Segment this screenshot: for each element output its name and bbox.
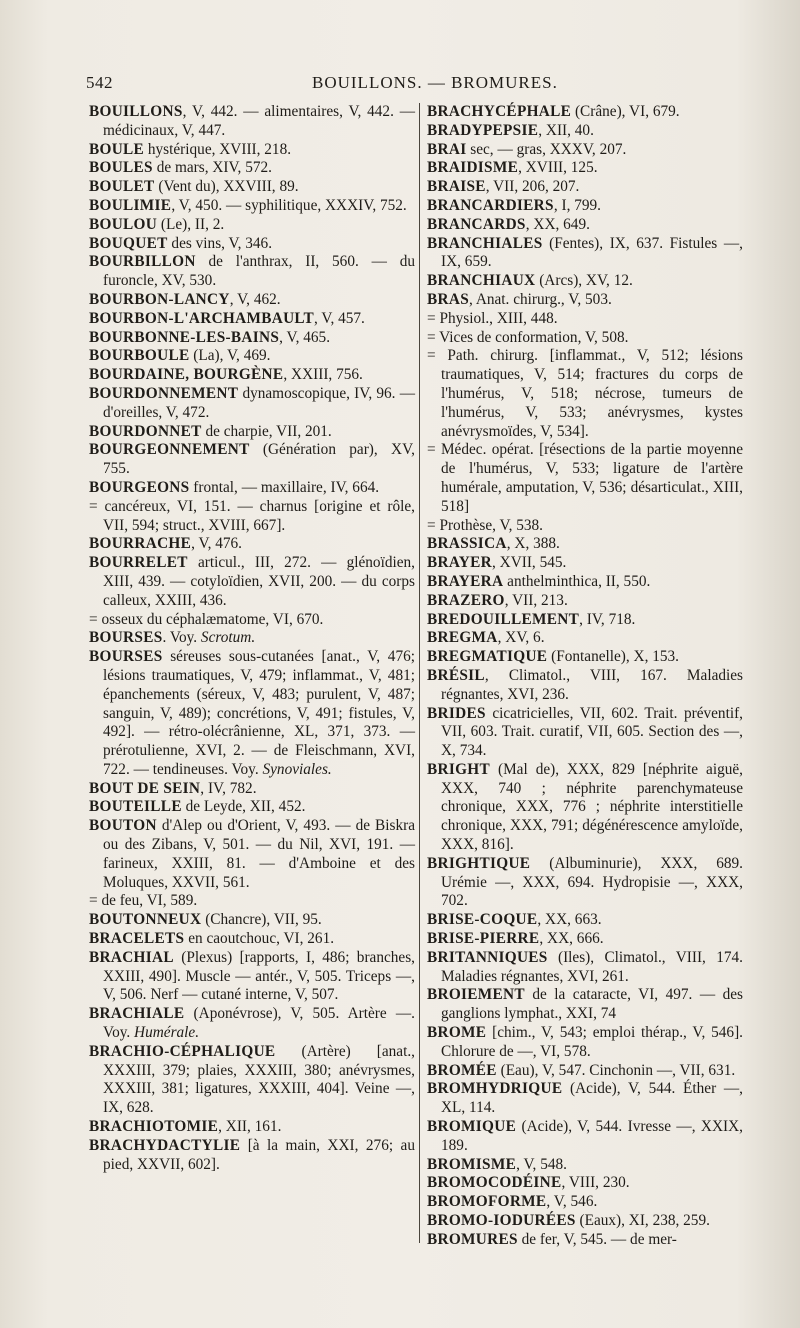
index-entry <box>427 235 743 273</box>
index-entry <box>89 310 415 329</box>
entry-text: (Vent du), XXVIII, 89. <box>154 178 299 196</box>
entry-text: , XII, 161. <box>218 1118 282 1136</box>
entry-text: d'Alep ou d'Orient, V, 493. — de Biskra ou des Zibans, V, 501. — du Nil, XVI, 191. — farineux, XXIII, 81. — d'Amboine et des Moluques, XXVII, 561. <box>103 817 415 891</box>
entry-text: (Arcs), XV, 12. <box>535 272 633 290</box>
entry-text: de charpie, VII, 201. <box>201 422 332 440</box>
entry-headword: BRISE-COQUE <box>427 911 538 929</box>
entry-text: (Artère) [anat., XXXIII, 379; plaies, XXXIII, 380; anévrysmes, XXXIII, 381; ligatures, XXXIII, 404]. Veine —, IX, 628. <box>103 1042 415 1117</box>
index-entry <box>89 930 415 949</box>
entry-headword: BOULES <box>89 159 153 177</box>
entry-headword: BRISE-PIERRE <box>427 930 540 948</box>
page-header <box>86 73 776 97</box>
entry-text: (La), V, 469. <box>189 347 271 365</box>
entry-headword: BRITANNIQUES <box>427 948 548 966</box>
index-entry <box>427 611 743 630</box>
index-entry <box>89 949 415 1005</box>
index-entry <box>427 216 743 235</box>
entry-headword: BRACHYDACTYLIE <box>89 1136 241 1154</box>
entry-headword: BRACELETS <box>89 930 185 948</box>
entry-text: . Voy. <box>162 629 201 647</box>
entry-headword: BRANCARDS <box>427 215 526 233</box>
entry-text: , V, 546. <box>546 1193 598 1211</box>
page-number: 542 <box>86 73 113 92</box>
entry-text: , IV, 718. <box>579 610 636 628</box>
index-entry <box>89 103 415 141</box>
entry-text: , V, 450. — syphilitique, XXXIV, 752. <box>171 196 407 214</box>
entry-headword: BRANCHIAUX <box>427 272 536 290</box>
entry-text: de mars, XIV, 572. <box>152 159 272 177</box>
index-entry <box>89 1043 415 1118</box>
index-entry <box>427 1212 743 1231</box>
entry-headword: BRANCARDIERS <box>427 196 554 214</box>
entry-headword: BROMÉE <box>427 1061 497 1079</box>
index-entry <box>89 141 415 160</box>
entry-text: de fer, V, 545. — de mer- <box>517 1230 677 1248</box>
entry-text: (Eaux), XI, 238, 259. <box>575 1212 710 1230</box>
entry-headword: BRASSICA <box>427 535 507 553</box>
index-entry <box>427 855 743 911</box>
entry-text: , XVII, 545. <box>492 554 567 572</box>
entry-headword: BROMIQUE <box>427 1118 517 1136</box>
entry-text: (Génération par), XV, 755. <box>103 441 415 478</box>
entry-headword: BOURGEONS <box>89 478 190 496</box>
entry-headword: BOUT DE SEIN <box>89 779 201 797</box>
entry-headword: BREGMA <box>427 629 498 647</box>
entry-headword: BROMO-IODURÉES <box>427 1212 576 1230</box>
entry-headword: BOURDONNET <box>89 422 202 440</box>
index-entry <box>89 498 415 536</box>
entry-headword: BOURDONNEMENT <box>89 384 239 402</box>
entry-text: de la cataracte, VI, 497. — des ganglions lymphat., XXI, 74 <box>441 986 743 1023</box>
entry-headword: BRAS <box>427 290 470 308</box>
entry-headword: BOURSES <box>89 629 163 647</box>
entry-headword: BRAI <box>427 140 467 158</box>
entry-text: (Albuminurie), XXX, 689. Urémie —, XXX, 694. Hydropisie —, XXX, 702. <box>441 854 743 910</box>
index-entry <box>89 423 415 442</box>
index-entry <box>89 1137 415 1175</box>
index-entry <box>89 1118 415 1137</box>
entry-cross-reference: Humérale. <box>134 1024 200 1042</box>
entry-headword: BROMOCODÉINE <box>427 1174 562 1192</box>
entry-text: = Vices de conformation, V, 508. <box>427 328 629 346</box>
entry-text: de Leyde, XII, 452. <box>181 798 306 816</box>
entry-text: séreuses sous-cutanées [anat., V, 476; lésions traumatiques, V, 479; inflammat., V, 481; épanchements (séreux, V, 483; purulent, V, 487; sanguin, V, 489); concrétions, V, 491; fistules, V, 492]. — rétro-olécrânienne, XL, 371, 373. — prérotulienne, XVI, 2. — de Fleischmann, XVI, 722. — tendineuses. Voy. <box>103 648 415 778</box>
index-entry <box>427 648 743 667</box>
entry-text: (Fentes), IX, 637. Fistules —, IX, 659. <box>441 234 743 271</box>
index-entry <box>89 817 415 892</box>
entry-headword: BRÉSIL <box>427 666 485 684</box>
entry-headword: BRAISE <box>427 178 486 196</box>
entry-headword: BOUTONNEUX <box>89 911 202 929</box>
entry-headword: BRADYPEPSIE <box>427 121 539 139</box>
entry-text: [chim., V, 543; emploi thérap., V, 546]. Chlorure de —, VI, 578. <box>441 1024 743 1060</box>
entry-headword: BRIDES <box>427 704 486 722</box>
entry-headword: BRACHYCÉPHALE <box>427 103 572 120</box>
index-entry <box>427 1118 743 1156</box>
index-entry <box>427 1024 743 1062</box>
entry-headword: BOURBON-L'ARCHAMBAULT <box>89 309 315 327</box>
index-entry <box>427 1174 743 1193</box>
entry-headword: BRAYERA <box>427 572 504 590</box>
entry-text: (Aponévrose), V, 505. Artère —. Voy. <box>103 1005 415 1042</box>
entry-headword: BOURSES <box>89 648 163 666</box>
entry-text: (Le), II, 2. <box>157 215 225 233</box>
entry-headword: BOURBONNE-LES-BAINS <box>89 328 280 346</box>
entry-text: = osseux du céphalæmatome, VI, 670. <box>89 610 324 628</box>
entry-headword: BROIEMENT <box>427 986 525 1004</box>
index-entry <box>427 141 743 160</box>
entry-text: sec, — gras, XXXV, 207. <box>466 140 627 158</box>
index-entry <box>427 930 743 949</box>
entry-text: , V, 548. <box>516 1155 567 1173</box>
entry-headword: BOUTEILLE <box>89 798 182 816</box>
index-entry <box>427 159 743 178</box>
entry-headword: BRACHIALE <box>89 1005 185 1023</box>
index-entry <box>89 479 415 498</box>
entry-text: frontal, — maxillaire, IV, 664. <box>189 478 380 496</box>
index-entry <box>89 178 415 197</box>
index-entry <box>427 347 743 441</box>
index-entry <box>89 1005 415 1043</box>
index-entry <box>427 1062 743 1081</box>
entry-text: (Acide), V, 544. Éther —, XL, 114. <box>441 1080 743 1117</box>
entry-headword: BRAIDISME <box>427 159 519 177</box>
index-entry <box>427 329 743 348</box>
entry-text: dynamoscopique, IV, 96. — d'oreilles, V, 472. <box>103 384 415 421</box>
entry-headword: BROMOFORME <box>427 1193 547 1211</box>
index-entry <box>427 667 743 705</box>
entry-headword: BREGMATIQUE <box>427 648 548 666</box>
entry-text: , X, 388. <box>506 535 560 553</box>
entry-text: articul., III, 272. — glénoïdien, XIII, 439. — cotyloïdien, XVII, 200. — du corps calleux, XXIII, 436. <box>103 554 415 609</box>
entry-text: , XII, 40. <box>538 121 594 139</box>
entry-text: (Fontanelle), X, 153. <box>547 648 680 666</box>
running-head: BOUILLONS. — BROMURES. <box>312 73 558 92</box>
entry-text: (Acide), V, 544. Ivresse —, XXIX, 189. <box>441 1118 743 1154</box>
entry-cross-reference: Scrotum. <box>200 629 256 647</box>
entry-text: (Plexus) [rapports, I, 486; branches, XXIII, 490]. Muscle — antér., V, 505. Triceps —, V, 506. Nerf — cutané interne, V, 507. <box>103 948 415 1004</box>
entry-text: , XX, 663. <box>537 911 602 929</box>
column-divider <box>419 103 420 1243</box>
entry-text: , V, 465. <box>279 328 331 346</box>
index-entry <box>427 986 743 1024</box>
entry-text: = Prothèse, V, 538. <box>427 516 543 534</box>
entry-text: , VIII, 230. <box>561 1174 630 1192</box>
entry-text: , XXIII, 756. <box>283 366 363 384</box>
entry-text: , XVIII, 125. <box>518 159 598 177</box>
index-entry <box>89 629 415 648</box>
entry-headword: BROME <box>427 1024 487 1042</box>
index-entry <box>427 761 743 855</box>
entry-text: , IV, 782. <box>200 779 257 797</box>
entry-headword: BOURGEONNEMENT <box>89 441 250 459</box>
entry-headword: BROMHYDRIQUE <box>427 1080 563 1098</box>
entry-cross-reference: Synoviales. <box>262 760 332 778</box>
entry-text: , V, 442. — alimentaires, V, 442. — médicinaux, V, 447. <box>103 103 415 139</box>
entry-text: , XX, 666. <box>539 930 604 948</box>
index-entry <box>427 441 743 516</box>
index-entry <box>427 1080 743 1118</box>
index-entry <box>427 949 743 987</box>
entry-text: , VII, 206, 207. <box>485 178 580 196</box>
entry-headword: BOURRACHE <box>89 535 192 553</box>
index-entry <box>89 216 415 235</box>
index-entry <box>427 517 743 536</box>
entry-headword: BRACHIOTOMIE <box>89 1118 219 1136</box>
index-entry <box>89 197 415 216</box>
entry-headword: BREDOUILLEMENT <box>427 610 580 628</box>
index-entry <box>89 892 415 911</box>
entry-headword: BRANCHIALES <box>427 234 543 252</box>
entry-headword: BOUILLONS <box>89 103 183 120</box>
entry-text: (Iles), Climatol., VIII, 174. Maladies régnantes, XVI, 261. <box>441 948 743 985</box>
entry-text: en caoutchouc, VI, 261. <box>184 930 335 948</box>
index-entry <box>89 291 415 310</box>
entry-text: (Mal de), XXX, 829 [néphrite aiguë, XXX, 740 ; néphrite parenchymateuse chronique, XXX, 776 ; néphrite interstitielle chronique, XXX, 791; dégénérescence amyloïde, XXX, 816]. <box>441 760 743 854</box>
index-entry <box>89 798 415 817</box>
index-entry <box>427 1156 743 1175</box>
entry-headword: BOULOU <box>89 215 158 233</box>
index-entry <box>427 178 743 197</box>
index-entry <box>427 291 743 310</box>
index-entry <box>89 347 415 366</box>
entry-text: , V, 476. <box>191 535 243 553</box>
entry-headword: BOURRELET <box>89 554 188 572</box>
index-entry <box>89 366 415 385</box>
index-entry <box>427 197 743 216</box>
index-entry <box>427 705 743 761</box>
left-column <box>89 103 415 1174</box>
entry-text: , XX, 649. <box>525 215 590 233</box>
index-entry <box>89 159 415 178</box>
index-entry <box>427 629 743 648</box>
index-entry <box>427 592 743 611</box>
entry-headword: BOUQUET <box>89 234 168 252</box>
entry-text: (Eau), V, 547. Cinchonin —, VII, 631. <box>496 1061 736 1079</box>
entry-text: de l'anthrax, II, 560. — du furoncle, XV, 530. <box>103 253 415 290</box>
entry-text: (Chancre), VII, 95. <box>201 911 322 929</box>
entry-text: (Crâne), VI, 679. <box>571 103 680 120</box>
entry-headword: BOURBOULE <box>89 347 190 365</box>
entry-text: hystérique, XVIII, 218. <box>144 140 292 158</box>
entry-headword: BOURDAINE, BOURGÈNE <box>89 366 284 384</box>
right-column <box>427 103 743 1250</box>
entry-text: , I, 799. <box>553 196 602 214</box>
entry-text: = de feu, VI, 589. <box>89 892 198 910</box>
entry-headword: BOURBON-LANCY <box>89 290 230 308</box>
entry-headword: BRACHIO-CÉPHALIQUE <box>89 1042 276 1060</box>
index-entry <box>427 103 743 122</box>
entry-text: = cancéreux, VI, 151. — charnus [origine et rôle, VII, 594; struct., XVIII, 667]. <box>89 497 415 534</box>
entry-headword: BRACHIAL <box>89 948 174 966</box>
index-entry <box>89 611 415 630</box>
index-entry <box>427 122 743 141</box>
index-entry <box>89 235 415 254</box>
index-entry <box>89 385 415 423</box>
entry-headword: BOURBILLON <box>89 253 196 271</box>
index-entry <box>89 441 415 479</box>
entry-text: , V, 462. <box>229 290 281 308</box>
entry-text: des vins, V, 346. <box>167 234 273 252</box>
index-entry <box>89 911 415 930</box>
index-entry <box>89 780 415 799</box>
index-entry <box>89 535 415 554</box>
entry-text: cicatricielles, VII, 602. Trait. préventif, VII, 603. Trait. curatif, VII, 605. Section des —, X, 734. <box>441 704 743 760</box>
entry-headword: BRAYER <box>427 554 492 572</box>
index-entry <box>427 535 743 554</box>
index-entry <box>89 329 415 348</box>
entry-text: anthelminthica, II, 550. <box>503 572 651 590</box>
entry-text: , Climatol., VIII, 167. Maladies régnantes, XVI, 236. <box>441 666 743 703</box>
entry-headword: BRIGHT <box>427 760 491 778</box>
entry-text: = Path. chirurg. [inflammat., V, 512; lésions traumatiques, V, 514; fractures du corps de l'humérus, V, 518; nécrose, tumeurs de l'humérus, V, 533; anévrysmes, kystes anévrysmoïdes, V, 534]. <box>427 347 743 440</box>
entry-text: = Médec. opérat. [résections de la partie moyenne de l'humérus, V, 533; ligature de l'artère humérale, amputation, V, 536; désarticulat., XIII, 518] <box>427 441 743 515</box>
entry-headword: BRIGHTIQUE <box>427 854 531 872</box>
index-entry <box>89 554 415 610</box>
index-entry <box>427 272 743 291</box>
entry-text: [à la main, XXI, 276; au pied, XXVII, 602]. <box>103 1136 415 1173</box>
index-entry <box>427 573 743 592</box>
entry-text: , V, 457. <box>314 309 365 327</box>
index-entry <box>89 648 415 780</box>
entry-headword: BOULE <box>89 140 145 158</box>
index-entry <box>89 253 415 291</box>
index-entry <box>427 1231 743 1250</box>
index-entry <box>427 1193 743 1212</box>
entry-text: = Physiol., XIII, 448. <box>427 309 558 327</box>
entry-text: , XV, 6. <box>497 629 545 647</box>
index-entry <box>427 310 743 329</box>
entry-headword: BROMISME <box>427 1155 517 1173</box>
entry-headword: BOULIMIE <box>89 196 172 214</box>
entry-text: , VII, 213. <box>504 591 568 609</box>
entry-text: , Anat. chirurg., V, 503. <box>469 290 612 308</box>
index-entry <box>427 554 743 573</box>
entry-headword: BRAZERO <box>427 591 505 609</box>
entry-headword: BOULET <box>89 178 155 196</box>
entry-headword: BOUTON <box>89 817 157 835</box>
entry-headword: BROMURES <box>427 1230 518 1248</box>
index-entry <box>427 911 743 930</box>
